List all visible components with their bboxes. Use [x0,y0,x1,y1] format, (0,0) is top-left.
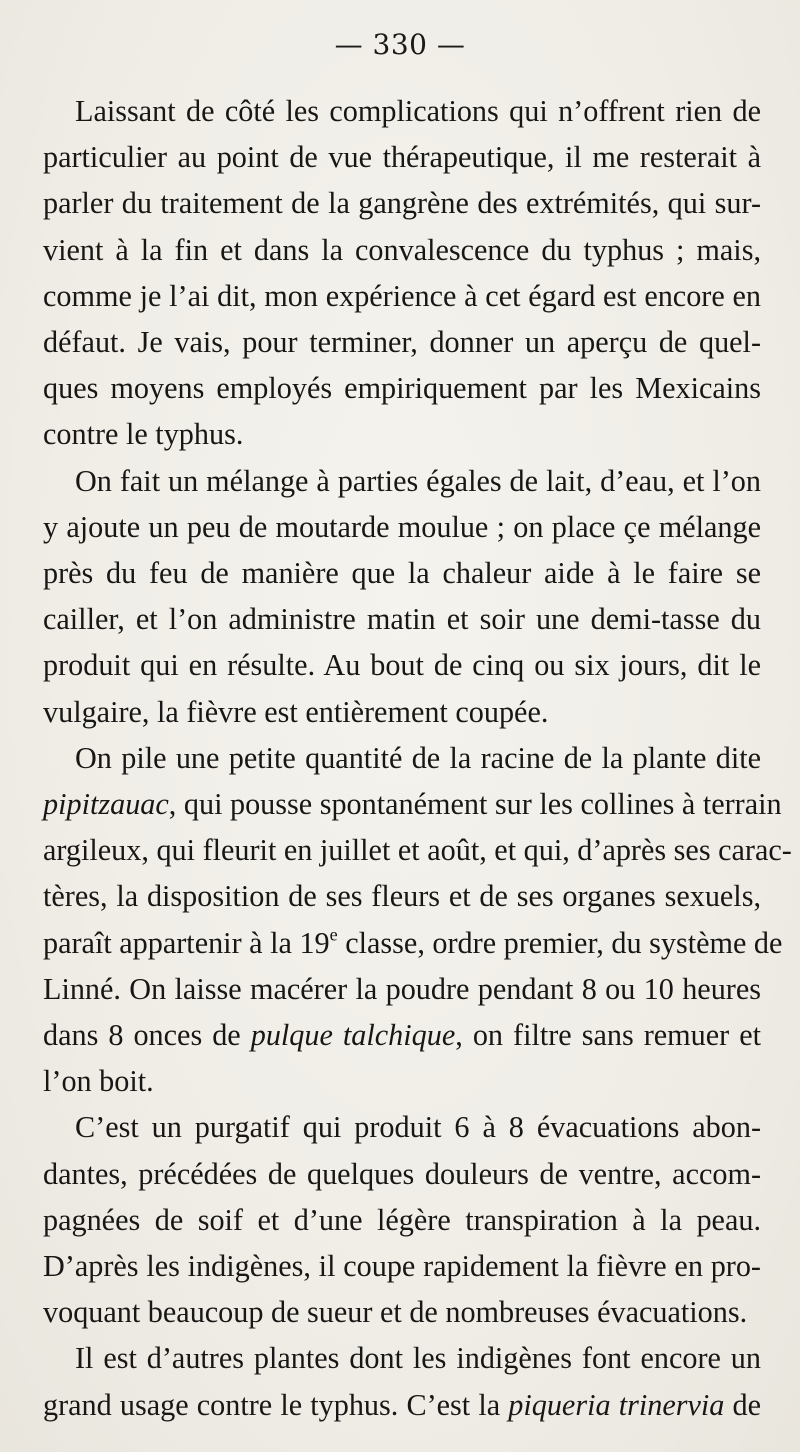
paragraph-2 [43,458,761,735]
text-line: ques moyens employés empiriquement par les Mexicains [43,371,761,406]
text-line: D’après les indigènes, il coupe rapidement la fièvre en pro- [43,1249,761,1284]
text-fragment: de [724,1387,761,1422]
text-line: vulgaire, la fièvre est entièrement coupée. [43,694,549,729]
text-fragment: paraît appartenir à la 19 [43,925,330,960]
drink-name-italic: pulque talchique [250,1018,456,1053]
text-line [43,1012,761,1058]
text-line: près du feu de manière que la chaleur aide à le faire se [43,556,761,591]
text-line: argileux, qui fleurit en juillet et août, et qui, d’après ses carac- [43,833,792,868]
plant-name-italic: piqueria trinervia [508,1387,725,1422]
superscript: e [329,923,338,944]
text-fragment: classe, ordre premier, du système de [337,925,783,960]
text-line: défaut. Je vais, pour terminer, donner un aperçu de quel- [43,325,761,360]
text-line: particulier au point de vue thérapeutique, il me resterait à [43,140,761,175]
text-fragment: dans 8 onces de [43,1018,251,1053]
text-line [43,920,783,966]
text-line: On fait un mélange à parties égales de lait, d’eau, et l’on [75,463,761,498]
text-line: voquant beaucoup de sueur et de nombreuses évacuations. [43,1295,748,1330]
paragraph-3 [43,735,792,1105]
text-line: parler du traitement de la gangrène des extrémités, qui sur- [43,186,761,221]
text-fragment: , qui pousse spontanément sur les collines à terrain [168,787,782,822]
text-fragment: grand usage contre le typhus. C’est la [43,1387,509,1422]
paragraph-1 [43,88,761,458]
text-line: y ajoute un peu de moutarde moulue ; on place çe mélange [43,509,761,544]
text-line: cailler, et l’on administre matin et soir une demi-tasse du [43,602,761,637]
plant-name-italic: pipitzauac [43,787,169,822]
text-line: Laissant de côté les complications qui n’offrent rien de [75,94,761,128]
text-line: C’est un purgatif qui produit 6 à 8 évacuations abon- [75,1110,761,1145]
text-line: contre le typhus. [43,417,244,452]
paragraph-5 [43,1335,761,1427]
text-line: tères, la disposition de ses fleurs et de ses organes sexuels, [43,879,761,914]
text-line: Linné. On laisse macérer la poudre pendant 8 ou 10 heures [43,971,761,1006]
text-line: pagnées de soif et d’une légère transpiration à la peau. [43,1202,761,1237]
text-line: Il est d’autres plantes dont les indigènes font encore un [75,1341,761,1376]
page-text [43,88,792,1428]
text-line: produit qui en résulte. Au bout de cinq ou six jours, dit le [43,648,761,683]
text-fragment: , on filtre sans remuer et [455,1018,761,1053]
text-line: l’on boit. [43,1064,154,1099]
text-line: On pile une petite quantité de la racine de la plante dite [75,740,761,775]
text-line: dantes, précédées de quelques douleurs de ventre, accom- [43,1156,761,1191]
text-line: vient à la fin et dans la convalescence du typhus ; mais, [43,232,761,267]
text-line: comme je l’ai dit, mon expérience à cet égard est encore en [43,278,761,313]
paragraph-4 [43,1104,761,1335]
text-line [43,781,782,827]
page-number: — 330 — [334,28,466,61]
text-line [43,1382,761,1428]
